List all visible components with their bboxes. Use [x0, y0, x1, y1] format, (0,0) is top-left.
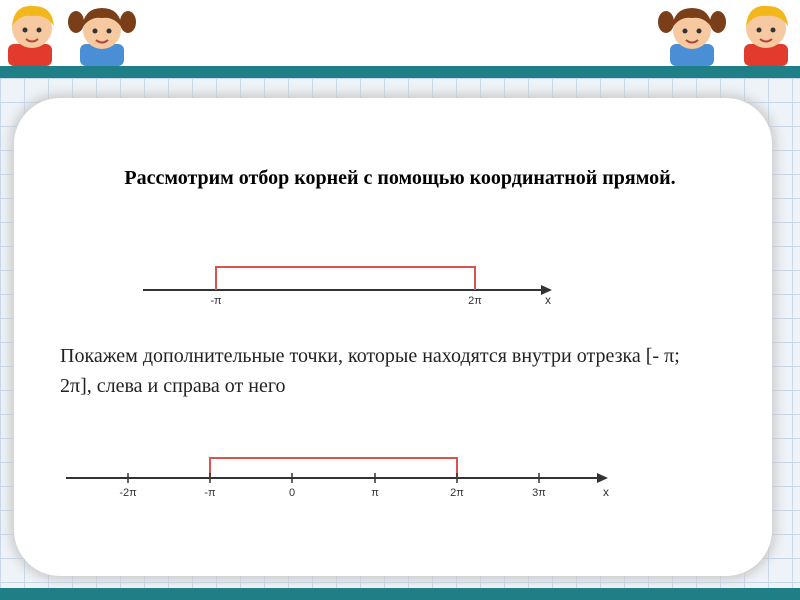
segment-bracket-2 — [210, 458, 457, 478]
line1-label-2pi: 2π — [468, 295, 482, 307]
line1-axis-label-x: x — [545, 293, 551, 307]
line2-axis-label-x: x — [603, 485, 609, 499]
line2-label-pi: π — [371, 487, 379, 499]
line2-label-2pi: 2π — [450, 487, 464, 499]
explanation-text: Покажем дополнительные точки, которые находятся внутри отрезка [- π; 2π], слева и справа от него — [60, 345, 680, 397]
axis-arrow-2 — [597, 473, 608, 483]
line1-label-neg-pi: -π — [210, 295, 222, 307]
line2-label-3pi: 3π — [532, 487, 546, 499]
line2-label-0: 0 — [288, 487, 296, 499]
line2-label-neg-2pi: -2π — [119, 487, 137, 499]
slide-title: Рассмотрим отбор корней с помощью координатной прямой. — [124, 167, 676, 189]
line2-label-neg-pi: -π — [204, 487, 216, 499]
